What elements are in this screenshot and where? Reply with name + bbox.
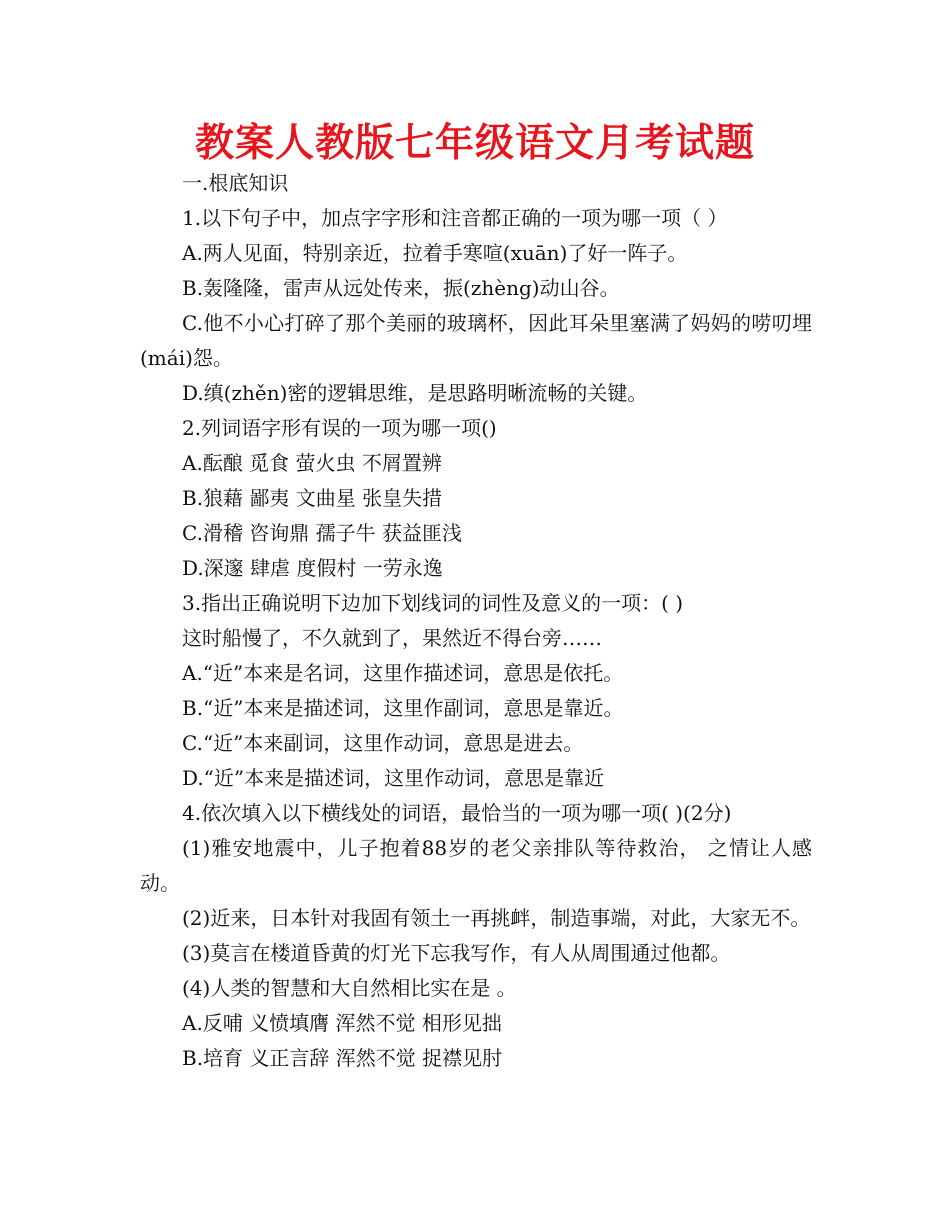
- question-3-option-c: C.“近”本来副词，这里作动词，意思是进去。: [182, 731, 584, 755]
- question-3-option-a: A.“近”本来是名词，这里作描述词，意思是依托。: [182, 661, 624, 685]
- question-1-option-b: B.轰隆隆，雷声从远处传来，振(zhèng)动山谷。: [182, 276, 620, 300]
- question-2-option-d: D.深邃 肆虐 度假村 一劳永逸: [182, 556, 443, 580]
- question-3: 3.指出正确说明下边加下划线词的词性及意义的一项：( ): [182, 591, 684, 615]
- question-4: 4.依次填入以下横线处的词语，最恰当的一项为哪一项( )(2分): [182, 801, 732, 825]
- question-4-sentence-1: (1)雅安地震中，儿子抱着88岁的老父亲排队等待救治， 之情让人感动。: [140, 836, 812, 895]
- question-2-option-c: C.滑稽 咨询鼎 孺子牛 获益匪浅: [182, 521, 463, 545]
- question-3-option-d: D.“近”本来是描述词，这里作动词，意思是靠近: [182, 766, 605, 790]
- question-1: 1.以下句子中，加点字字形和注音都正确的一项为哪一项（ ）: [182, 206, 728, 230]
- question-2-option-a: A.酝酿 觅食 萤火虫 不屑置辨: [182, 451, 442, 475]
- question-2-option-b: B.狼藉 鄙夷 文曲星 张皇失措: [182, 486, 443, 510]
- question-1-option-a: A.两人见面，特别亲近，拉着手寒喧(xuān)了好一阵子。: [182, 241, 688, 265]
- question-4-sentence-2: (2)近来，日本针对我固有领土一再挑衅，制造事端，对此，大家无不。: [182, 906, 811, 930]
- question-2: 2.列词语字形有误的一项为哪一项(): [182, 416, 497, 440]
- document-body: [140, 166, 812, 1076]
- question-1-option-c: C.他不小心打碎了那个美丽的玻璃杯，因此耳朵里塞满了妈妈的唠叨埋(mái)怨。: [140, 311, 812, 370]
- question-4-option-a: A.反哺 义愤填膺 浑然不觉 相形见拙: [182, 1011, 502, 1035]
- document-title: 教案人教版七年级语文月考试题: [194, 121, 755, 166]
- question-4-sentence-3: (3)莫言在楼道昏黄的灯光下忘我写作，有人从周围通过他都。: [182, 941, 731, 965]
- question-4-option-b: B.培育 义正言辞 浑然不觉 捉襟见肘: [182, 1046, 503, 1070]
- question-4-sentence-4: (4)人类的智慧和大自然相比实在是 。: [182, 976, 517, 1000]
- question-1-option-d: D.缜(zhěn)密的逻辑思维，是思路明晰流畅的关键。: [182, 381, 648, 405]
- section-heading: 一.根底知识: [182, 171, 289, 195]
- question-3-option-b: B.“近”本来是描述词，这里作副词，意思是靠近。: [182, 696, 624, 720]
- question-3-passage: 这时船慢了，不久就到了，果然近不得台旁……: [182, 626, 602, 650]
